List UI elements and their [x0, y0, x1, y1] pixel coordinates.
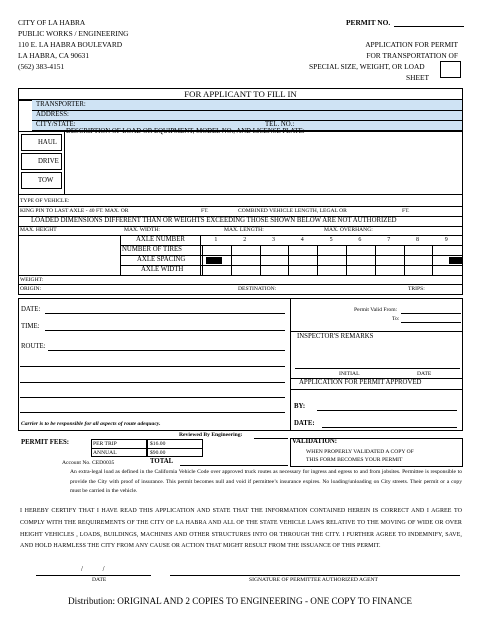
approval-date-label: DATE: [294, 420, 315, 427]
address-label: ADDRESS: [36, 111, 69, 118]
vehicle-type-label: TYPE OF VEHICLE: [20, 198, 70, 204]
reviewed-label: Reviewed By Engineering: [179, 432, 243, 438]
agency-street: 110 E. LA HABRA BOULEVARD [18, 40, 123, 49]
validation-label: VALIDATION: [292, 438, 338, 445]
by-label: BY: [294, 403, 306, 410]
annual-amount: $90.00 [150, 450, 166, 456]
approved-label: APPLICATION FOR PERMIT APPROVED [299, 379, 422, 386]
validation-line-2: THIS FORM BECOMES YOUR PERMIT [306, 457, 403, 463]
time-label: TIME: [21, 323, 40, 330]
permit-fees-label: PERMIT FEES: [21, 439, 70, 446]
initial-date-label: DATE [417, 371, 432, 377]
kingpin-ft: FT. [201, 208, 209, 214]
weight-label: WEIGHT: [20, 277, 44, 283]
combined-ft: FT. [402, 208, 410, 214]
route-label: ROUTE: [21, 343, 46, 350]
agency-dept: PUBLIC WORKS / ENGINEERING [18, 29, 129, 38]
certification-text: I HEREBY CERTIFY THAT I HAVE READ THIS APPLICATION AND STATE THAT THE INFORMATION CONTAINED HEREIN IS CORRECT AND I AGREE TO COMPLY WITH THE REQUIREMENTS OF THE CITY OF LA HABRA AND ALL OF THE STATE VEHICLE LAWS RELATIVE TO THE MOVING OF WIDE OR OVER HEIGHT VEHICLES , LOADS, BUILDINGS, MACHINES AND OTHER STRUCTURES INTO OR THROUGH THE CITY. I FURTHER AGREE TO INDEMNIFY, SAVE, AND HOLD HARMLESS THE CITY FROM ANY CAUSE OR ACTION THAT MIGHT RESULT FROM THE ISSUANCE OF THIS PERMIT. [20, 508, 462, 550]
axle-spacing-blocked-first [206, 257, 222, 264]
title-line-2: FOR TRANSPORTATION OF [366, 51, 458, 60]
number-of-tires-label: NUMBER OF TIRES [122, 246, 182, 253]
route-line-3[interactable] [20, 397, 285, 398]
axle-number-6: 6 [358, 237, 362, 243]
account-number: Account No. CED0035 [62, 460, 115, 466]
per-trip-label: PER TRIP [93, 441, 117, 447]
date-label: DATE: [21, 306, 41, 313]
permit-no-label: PERMIT NO. [346, 18, 391, 27]
axle-number-1: 1 [214, 237, 218, 243]
max-length-label: MAX. LENGTH: [224, 227, 264, 233]
axle-number-2: 2 [243, 237, 247, 243]
origin-label: ORIGIN: [20, 286, 42, 292]
agency-phone: (562) 383-4151 [18, 62, 65, 71]
sheet-box[interactable] [440, 61, 461, 78]
valid-to-label: To: [392, 316, 400, 322]
initial-label: INITIAL [339, 371, 360, 377]
applicant-fields-box [31, 100, 463, 131]
max-width-label: MAX. WIDTH: [124, 227, 160, 233]
axle-number-4: 4 [300, 237, 304, 243]
haul-label: HAUL [38, 139, 57, 146]
title-line-3: SPECIAL SIZE, WEIGHT, OR LOAD [309, 62, 425, 71]
max-height-label: MAX. HEIGHT [20, 227, 57, 233]
per-trip-amount: $16.00 [150, 441, 166, 447]
axle-width-label: AXLE WIDTH [141, 266, 184, 273]
validation-line-1: WHEN PROPERLY VALIDATED A COPY OF [306, 449, 414, 455]
axle-number-9: 9 [444, 237, 448, 243]
carrier-note: Carrier is to be responsible for all aspects of route adequacy. [21, 421, 161, 427]
valid-from-label: Permit Valid From: [354, 307, 398, 313]
distribution-note: Distribution: ORIGINAL AND 2 COPIES TO ENGINEERING - ONE COPY TO FINANCE [68, 596, 412, 606]
route-line-4[interactable] [20, 412, 285, 413]
agency-city: LA HABRA, CA 90631 [18, 51, 90, 60]
route-line-2[interactable] [20, 382, 285, 383]
combined-label: COMBINED VEHICLE LENGTH, LEGAL OR [238, 208, 347, 214]
drive-label: DRIVE [38, 158, 59, 165]
axle-number-3: 3 [272, 237, 275, 243]
axle-spacing-label: AXLE SPACING [137, 256, 186, 263]
transporter-label: TRANSPORTER: [36, 101, 86, 108]
trips-label: TRIPS: [408, 286, 425, 292]
date-slashes: / / [81, 566, 105, 573]
axle-number-label: AXLE NUMBER [136, 236, 185, 243]
loaded-dimensions-note: LOADED DIMENSIONS DIFFERENT THAN OR WEIGHTS EXCEEDING THOSE SHOWN BELOW ARE NOT AUTHORIZED [31, 217, 397, 224]
agency-name: CITY OF LA HABRA [18, 18, 86, 27]
city-state-label: CITY/STATE: [36, 121, 76, 128]
permit-no-line [394, 26, 464, 27]
route-line-1[interactable] [20, 366, 285, 367]
signature-date-label: DATE [92, 577, 107, 583]
axle-number-7: 7 [387, 237, 391, 243]
axle-number-5: 5 [329, 237, 333, 243]
axle-spacing-blocked-last [449, 257, 462, 264]
title-line-4: SHEET [406, 73, 429, 82]
tow-label: TOW [38, 177, 54, 184]
legal-note: An extra-legal load as defined in the California Vehicle Code over approved truck routes as necessary for ingress and egress to and from jobsites. Permittee is responsible to provide the City with proof of insurance. This permit becomes null and void if permittee’s insurance expires. No loading/unloading on City streets. Their permit or a copy must be carried in the vehicle. [70, 469, 462, 494]
description-box[interactable] [18, 131, 463, 195]
annual-label: ANNUAL [93, 450, 117, 456]
max-overhang-label: MAX. OVERHANG: [324, 227, 373, 233]
title-line-1: APPLICATION FOR PERMIT [365, 40, 458, 49]
section-title: FOR APPLICANT TO FILL IN [184, 89, 297, 99]
destination-label: DESTINATION: [238, 286, 277, 292]
total-label: TOTAL [150, 458, 174, 465]
axle-number-8: 8 [416, 237, 419, 243]
kingpin-label: KING PIN TO LAST AXLE - 40 FT. MAX. OR [20, 208, 129, 214]
inspector-remarks-label: INSPECTOR'S REMARKS [297, 333, 374, 340]
signature-label: SIGNATURE OF PERMITTEE AUTHORIZED AGENT [249, 577, 378, 583]
description-label: DESCRIPTION OF LOAD OR EQUIPMENT, MODEL NO., AND LICENSE PLATE: [66, 128, 305, 135]
tel-label: TEL. NO.: [265, 121, 295, 128]
